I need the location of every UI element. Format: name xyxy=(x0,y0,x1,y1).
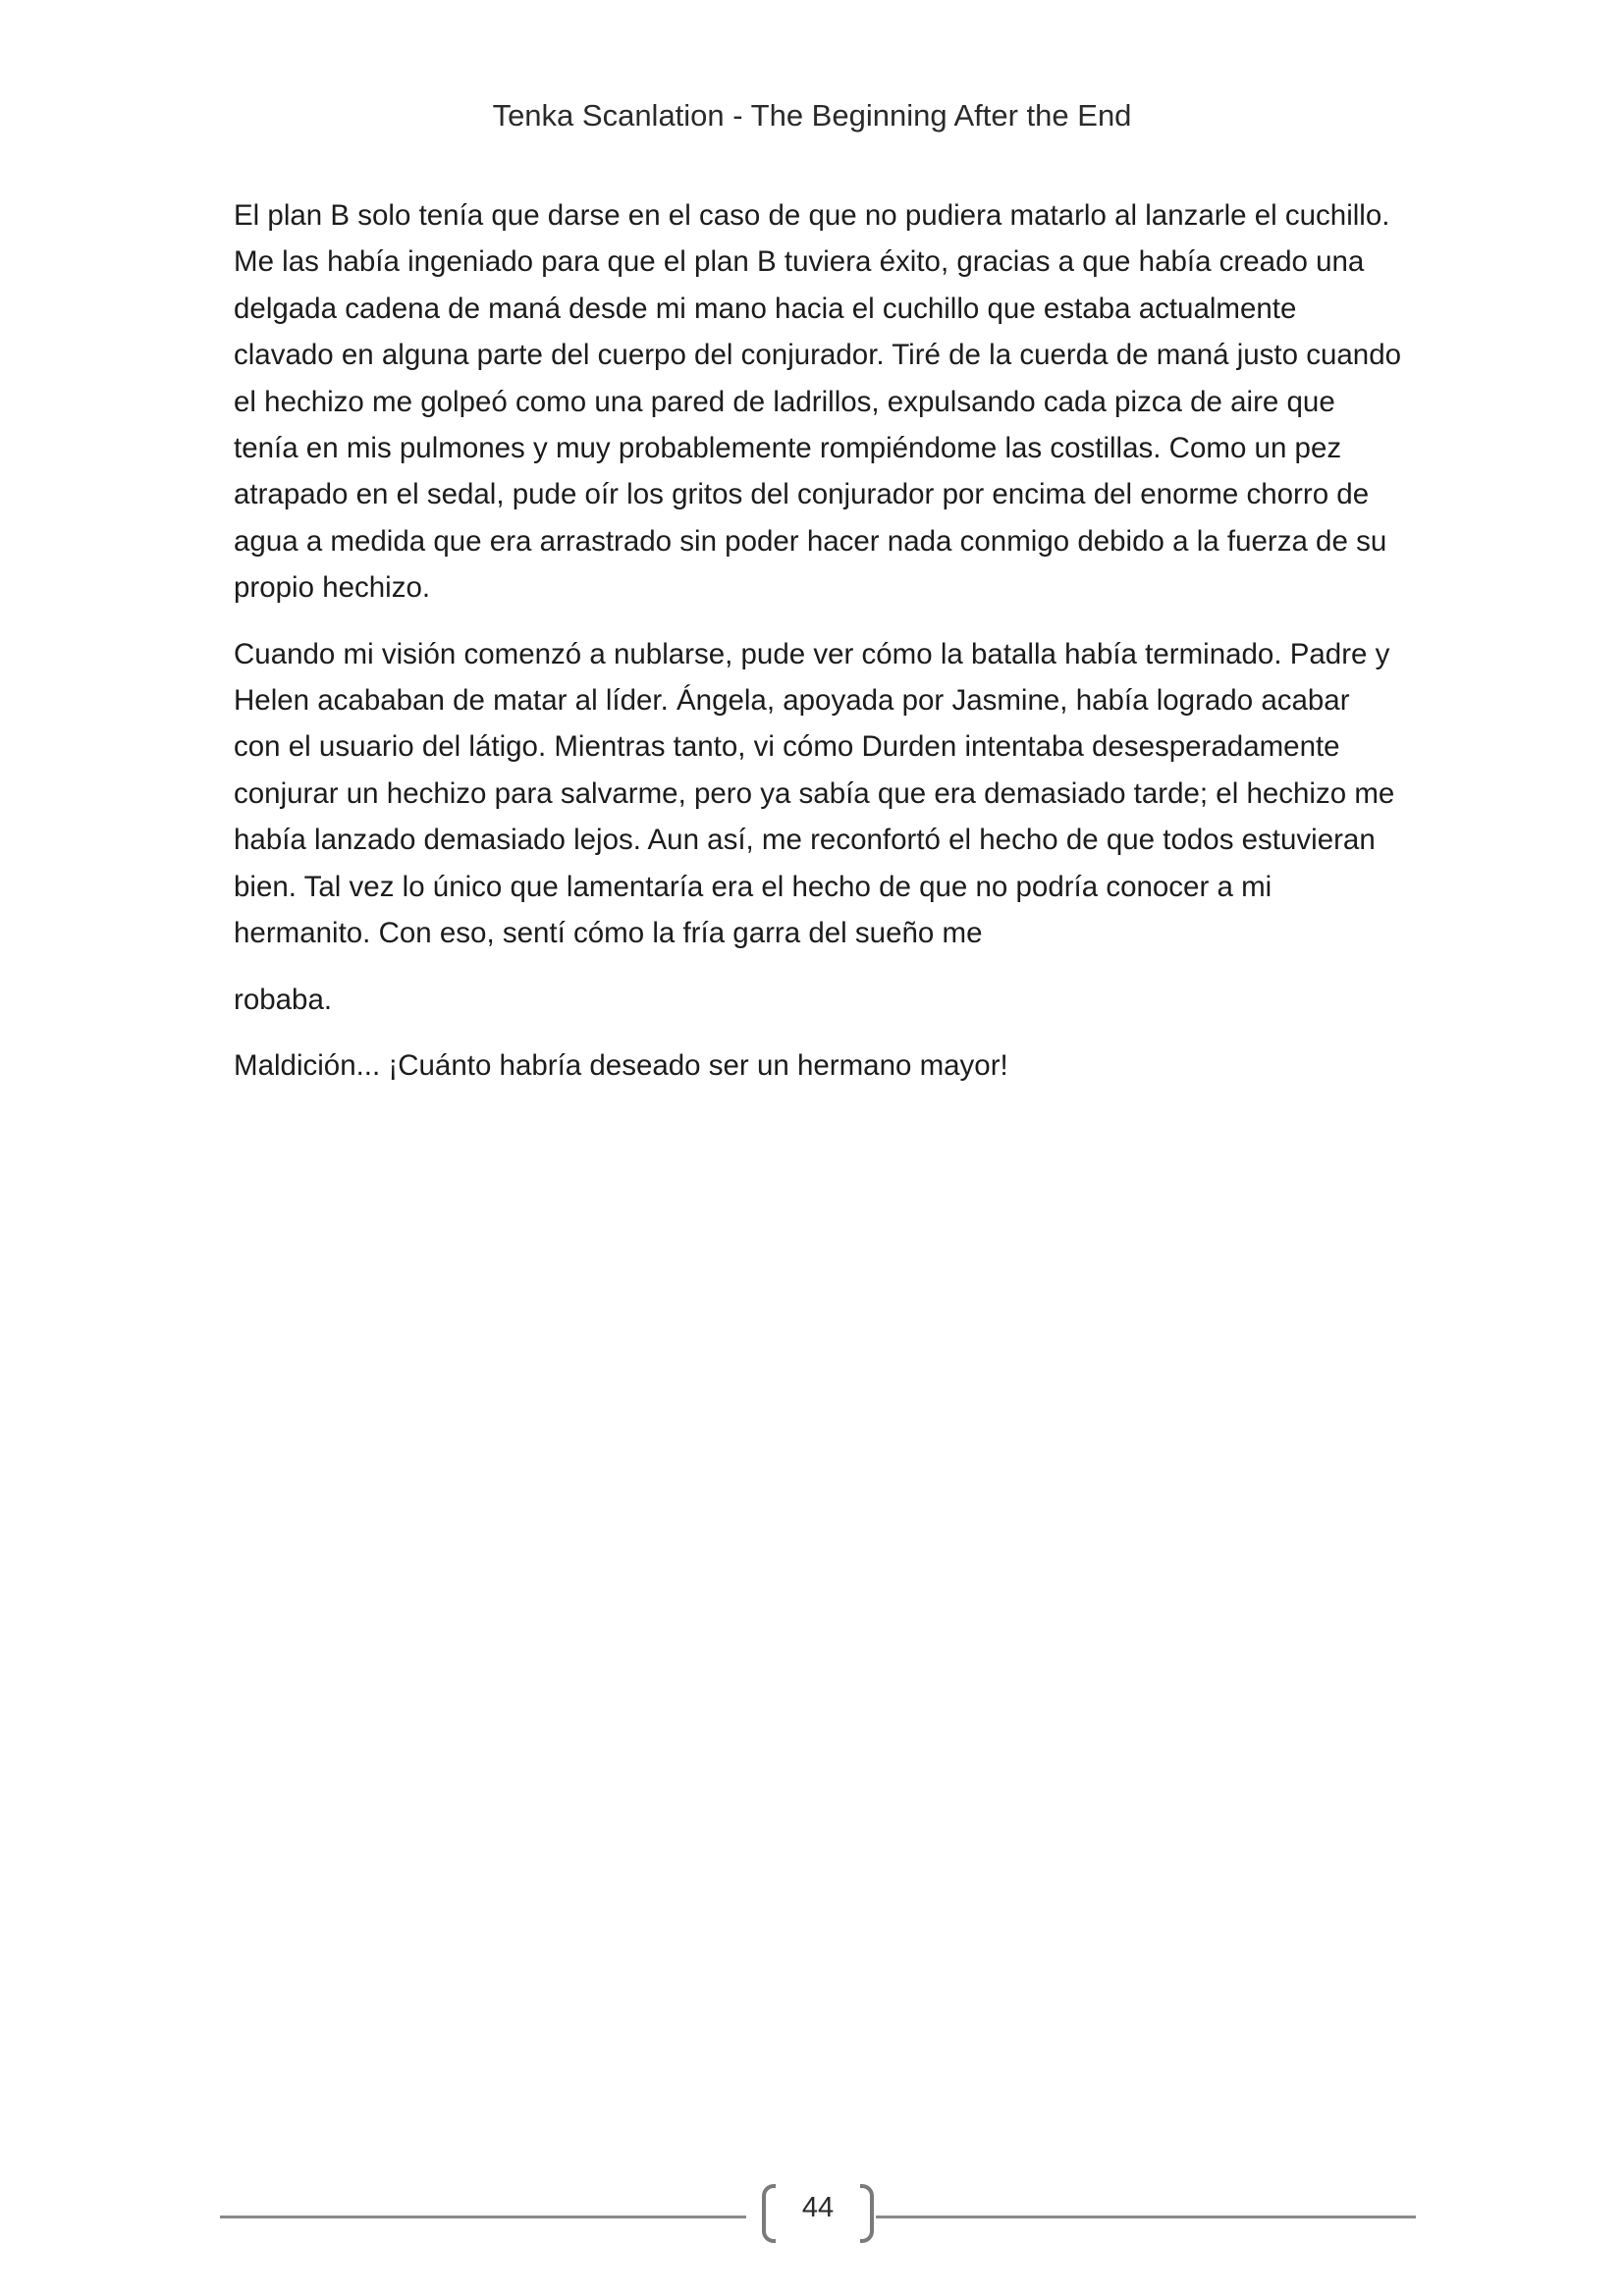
footer-bracket-right xyxy=(860,2184,874,2243)
paragraph-4: Maldición... ¡Cuánto habría deseado ser un hermano mayor! xyxy=(234,1048,1008,1082)
page-number: 44 xyxy=(801,2192,835,2223)
footer-rule-left xyxy=(220,2216,746,2218)
paragraph-1: El plan B solo tenía que darse en el caso de que no pudiera matarlo al lanzarle el cuchillo. Me las había ingeniado para que el plan B tuviera éxito, gracias a que había creado una delgada cadena de maná desde mi mano hacia el cuchillo que estaba actualmente clavado en alguna parte del cuerpo del conjurador. Tiré de la cuerda de maná justo cuando el hechizo me golpeó como una pared de ladrillos, expulsando cada pizca de aire que tenía en mis pulmones y muy probablemente rompiéndome las costillas. Como un pez atrapado en el sedal, pude oír los gritos del conjurador por encima del enorme chorro de agua a medida que era arrastrado sin poder hacer nada conmigo debido a la fuerza de su propio hechizo. xyxy=(234,199,1402,605)
page-body xyxy=(234,192,1402,1108)
running-header: Tenka Scanlation - The Beginning After the End xyxy=(492,98,1132,133)
footer-rule-right xyxy=(876,2216,1416,2218)
paragraph-2: Cuando mi visión comenzó a nublarse, pude ver cómo la batalla había terminado. Padre y Helen acababan de matar al líder. Ángela, apoyada por Jasmine, había logrado acabar con el usuario del látigo. Mientras tanto, vi cómo Durden intentaba desesperadamente conjurar un hechizo para salvarme, pero ya sabía que era demasiado tarde; el hechizo me había lanzado demasiado lejos. Aun así, me reconfortó el hecho de que todos estuvieran bien. Tal vez lo único que lamentaría era el hecho de que no podría conocer a mi hermanito. Con eso, sentí cómo la fría garra del sueño me xyxy=(234,637,1395,950)
footer-bracket-left xyxy=(762,2184,776,2243)
paragraph-3: robaba. xyxy=(234,983,333,1016)
page-footer xyxy=(220,2184,1416,2249)
